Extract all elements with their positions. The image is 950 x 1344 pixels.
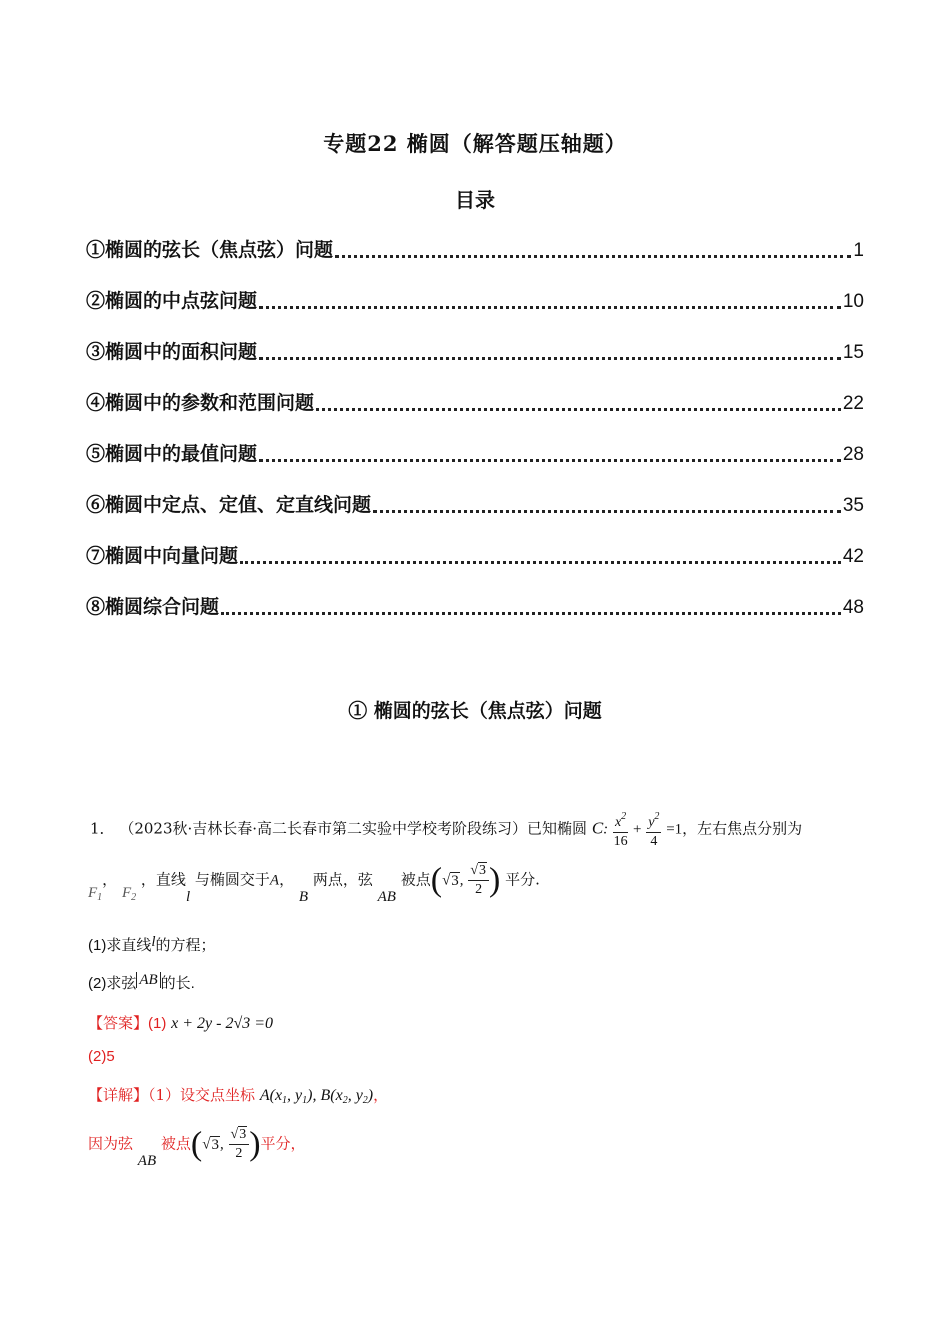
toc-item[interactable] [86, 487, 864, 517]
toc-heading: 目录 [455, 188, 495, 212]
toc-leader-dots [335, 254, 851, 258]
question-1-end: 的方程； [155, 937, 216, 954]
answer-part2: (2)5 [88, 1048, 115, 1065]
point-a: A [269, 872, 280, 889]
toc-item-label: ⑥椭圆中定点、定值、定直线问题 [86, 494, 372, 516]
toc-item-label: ⑦椭圆中向量问题 [86, 545, 239, 567]
section-heading: ① 椭圆的弦长（焦点弦）问题 [348, 700, 602, 722]
toc-item-page: 48 [842, 597, 864, 618]
toc-item-label: ④椭圆中的参数和范围问题 [86, 392, 315, 414]
foci-text: ，左右焦点分别为 [682, 819, 803, 838]
toc-leader-dots [259, 458, 841, 462]
toc-item-page: 15 [842, 342, 864, 363]
toc-item[interactable] [86, 436, 864, 466]
point-b: B [298, 888, 309, 905]
toc-leader-dots [221, 611, 841, 615]
question-1-text: (1)求直线 [88, 937, 152, 954]
detail-text-1-end: ， [373, 1086, 389, 1104]
detail-tag: 【详解】 [88, 1086, 149, 1104]
problem-line-2: $F_1$， $F_2$ ，直线l 与椭圆交于A， B 两点，弦 AB 被点(√3, $\frac{√3}{2}$ ) 平分. [88, 861, 540, 905]
question-2-end: 的长. [160, 975, 195, 992]
answer-line [88, 1012, 273, 1033]
question-1 [88, 934, 216, 955]
toc-item-page: 42 [842, 546, 864, 567]
focus-f2: $F_2$ [121, 884, 137, 903]
chord-ab: AB [377, 888, 396, 905]
toc-item-label: ①椭圆的弦长（焦点弦）问题 [86, 239, 334, 261]
x-squared-over-16: $\frac{x^2}{16}$ [613, 808, 628, 851]
text-line: ，直线 [140, 870, 186, 889]
toc-item-page: 28 [842, 444, 864, 465]
toc-item[interactable] [86, 589, 864, 619]
detail-text-1: （1）设交点坐标 [148, 1086, 256, 1104]
toc-leader-dots [259, 305, 841, 309]
question-2-text: (2)求弦 [88, 975, 137, 992]
problem-source: （2023秋·吉林长春·高二长春市第二实验中学校考阶段练习）已知椭圆 [119, 819, 588, 838]
text-chord: 两点，弦 [312, 870, 373, 889]
ellipse-name: C [591, 818, 604, 838]
toc-item-page: 22 [842, 393, 864, 414]
toc-item-label: ③椭圆中的面积问题 [86, 341, 258, 363]
question-2 [88, 972, 195, 993]
toc-leader-dots [316, 407, 841, 411]
problem-line-1: 1． （2023秋·吉林长春·高二长春市第二实验中学校考阶段练习）已知椭圆 C: $\frac{x^2}{16}$ + $\frac{y^2}{4}$ =1，左右焦点分别为 [90, 808, 870, 851]
text-bisected-by: 被点 [400, 870, 431, 889]
toc-item[interactable] [86, 538, 864, 568]
detail-text-2-mid: 被点 [160, 1134, 191, 1153]
toc-item-page: 10 [842, 291, 864, 312]
detail-text-2: 因为弦 [88, 1134, 134, 1153]
problem-number: 1． [90, 819, 115, 838]
toc-item[interactable] [86, 385, 864, 415]
document-title: 专题22 椭圆（解答题压轴题） [323, 131, 627, 156]
toc-item[interactable] [86, 232, 864, 262]
answer-part1-label: (1) [148, 1015, 167, 1032]
toc-item-page: 35 [842, 495, 864, 516]
toc-item[interactable] [86, 283, 864, 313]
toc-leader-dots [259, 356, 841, 360]
detail-text-2-end: 平分， [260, 1134, 306, 1153]
points-ab-coords: $A(x_1$, $y_1$), $B(x_2$, $y_2$) [259, 1087, 374, 1106]
answer-equation: x + 2y - 2√3 =0 [171, 1015, 274, 1032]
detail-sqrt3-over-2: $\frac{√3}{2}$ [229, 1126, 250, 1163]
toc-item-label: ⑧椭圆综合问题 [86, 596, 220, 618]
focus-f1: $F_1$ [88, 884, 103, 903]
answer-tag: 【答案】 [88, 1014, 149, 1032]
detail-line-2: 因为弦 AB 被点(√3, $\frac{√3}{2}$ )平分， [88, 1125, 306, 1169]
y-squared-over-4: $\frac{y^2}{4}$ [646, 808, 661, 851]
detail-chord-ab: AB [137, 1152, 157, 1169]
toc-item-page: 1 [853, 240, 864, 261]
toc-leader-dots [373, 509, 841, 513]
chord-ab-abs: AB [136, 972, 160, 988]
text-bisected: 平分. [505, 870, 540, 889]
detail-line-1 [88, 1084, 388, 1106]
sqrt3-over-2: $\frac{√3}{2}$ [468, 862, 489, 899]
toc-leader-dots [240, 560, 841, 564]
line-l-ref: l [151, 934, 156, 950]
line-l: l [185, 888, 191, 905]
toc-item-label: ⑤椭圆中的最值问题 [86, 443, 258, 465]
toc-item[interactable] [86, 334, 864, 364]
toc-item-label: ②椭圆的中点弦问题 [86, 290, 258, 312]
text-intersect: 与椭圆交于 [194, 870, 270, 889]
